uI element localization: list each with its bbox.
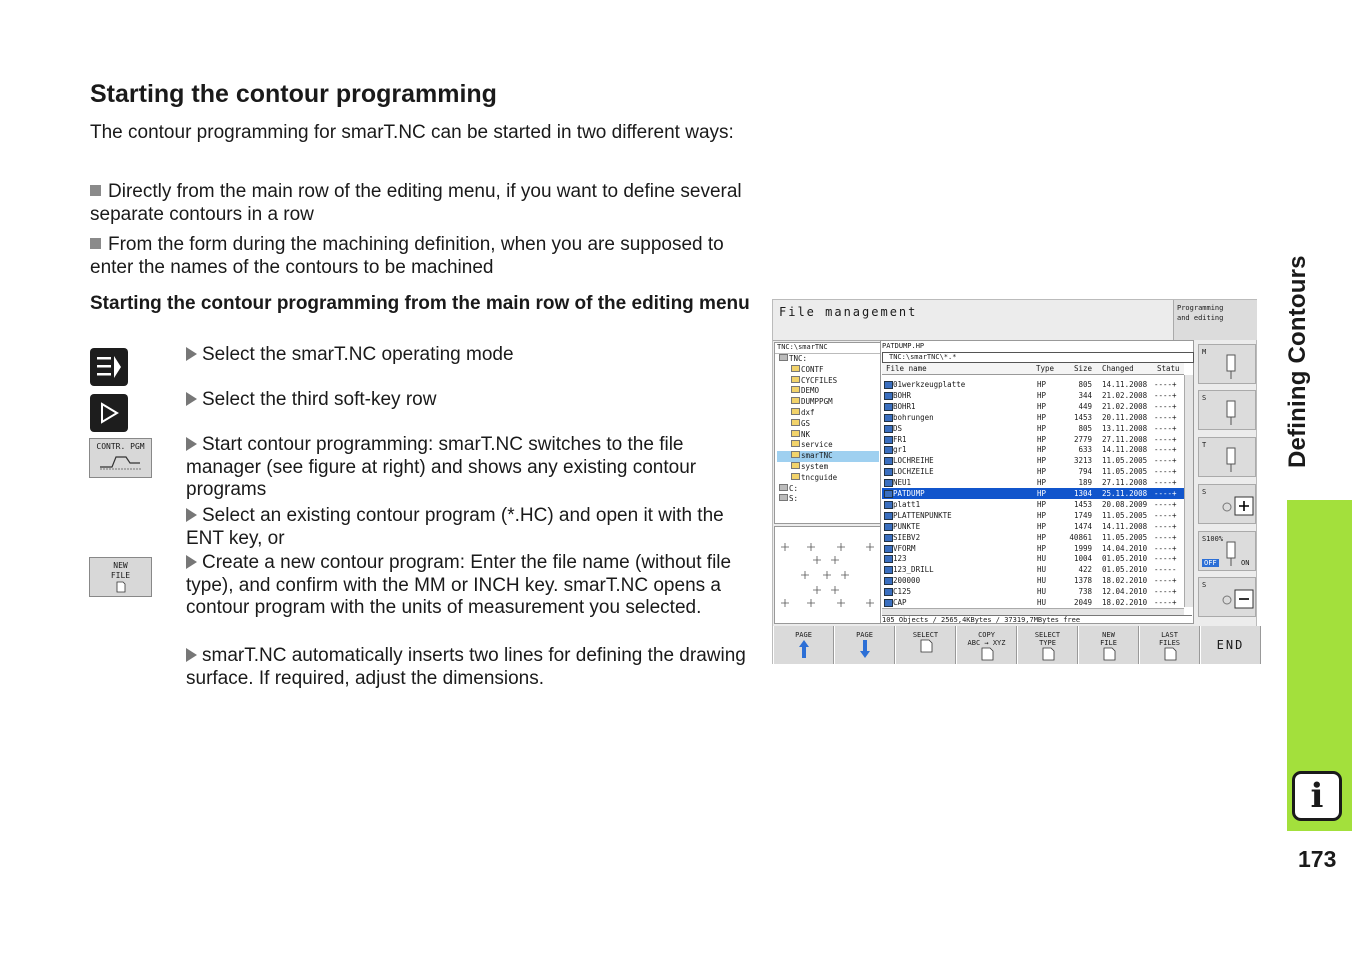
file-status: ----+ [1154,445,1177,455]
tree-item-label: DUMPPGM [801,397,833,407]
tree-path: TNC:\smarTNC [775,343,882,354]
softkey-label-2: ABC → XYZ [967,639,1006,647]
side-softkey-1[interactable] [1198,390,1256,430]
file-status: ----+ [1154,532,1177,542]
softkey-3[interactable] [956,626,1017,664]
file-type: HU [1037,565,1047,575]
info-icon: i [1292,771,1342,821]
program-file-icon [884,479,893,487]
arrow-bullet-icon [186,437,197,451]
up-arrow-icon [774,639,833,661]
spindle-tool-icon [1221,399,1241,429]
file-type: HU [1037,587,1047,597]
program-file-icon [884,414,893,422]
intro-paragraph: The contour programming for smarT.NC can be started in two different ways: [90,122,734,143]
file-size: 738 [1078,587,1092,597]
file-status: ----+ [1154,434,1177,444]
file-status: ----+ [1154,576,1177,586]
file-row[interactable] [882,575,1184,586]
folder-icon [791,440,800,447]
smarTNC-mode-key-icon [90,348,128,386]
hole-mark [801,571,809,579]
file-type: HU [1037,554,1047,564]
folder-icon [791,365,800,372]
file-changed: 18.02.2010 [1102,576,1148,586]
program-file-icon [884,381,893,389]
tree-item[interactable] [777,494,879,505]
file-status: ----+ [1154,499,1177,509]
minus-icon [1221,586,1255,616]
file-name: BOHR1 [893,401,916,411]
file-changed: 13.11.2008 [1102,423,1148,433]
directory-tree[interactable] [774,342,881,524]
file-row[interactable] [882,532,1184,543]
file-row[interactable] [882,488,1184,499]
tree-item[interactable] [777,440,879,451]
file-changed: 14.11.2008 [1102,445,1148,455]
tree-item-label: tncguide [801,472,838,482]
hole-mark [841,571,849,579]
copy-icon [957,647,1016,663]
file-type: HU [1037,576,1047,586]
program-file-icon [884,534,893,542]
file-size: 2049 [1073,598,1092,607]
file-status: ----+ [1154,598,1177,607]
folder-icon [791,430,800,437]
file-status: ----+ [1154,456,1177,466]
hole-mark [831,556,839,564]
hole-mark [837,599,845,607]
file-changed: 27.11.2008 [1102,478,1148,488]
file-row[interactable] [882,564,1184,575]
arrow-bullet-icon [186,392,197,406]
file-changed: 11.05.2005 [1102,456,1148,466]
program-file-icon [884,555,893,563]
file-changed: 18.02.2010 [1102,598,1148,607]
file-row[interactable] [882,379,1184,390]
file-status: ----+ [1154,412,1177,422]
file-changed: 11.05.2005 [1102,532,1148,542]
folder-icon [791,419,800,426]
file-status: ----+ [1154,554,1177,564]
file-size: 1304 [1073,489,1092,498]
file-status: ----+ [1154,543,1177,553]
tree-item-label: S: [789,494,799,504]
folder-icon [791,376,800,383]
page-number: 173 [1298,846,1337,872]
file-changed: 11.05.2005 [1102,467,1148,477]
file-changed: 21.02.2008 [1102,390,1148,400]
file-changed: 20.08.2009 [1102,499,1148,509]
softkey-label: LAST [1161,631,1178,639]
tree-item[interactable] [777,462,879,473]
chapter-tab-label: Defining Contours [1284,255,1311,468]
bullet-item: Directly from the main row of the editing menu, if you want to define several separate contours in a row [90,181,742,225]
side-softkey-label: S [1202,394,1207,402]
file-manager-screen [772,299,1257,664]
file-changed: 14.11.2008 [1102,380,1148,389]
file-type: HP [1037,489,1047,498]
file-name: FR1 [893,434,907,444]
softkey-2[interactable] [895,626,956,664]
mode-indicator: Programming and editing [1173,300,1257,340]
side-softkey-2[interactable] [1198,437,1256,477]
file-size: 2779 [1073,434,1092,444]
tree-item-label: system [801,461,829,471]
file-row[interactable] [882,434,1184,445]
folder-icon [791,451,800,458]
screen-title: File management [779,305,918,319]
softkey-4[interactable] [1017,626,1078,664]
plus-icon [1221,493,1255,523]
col-size[interactable]: Size [1074,364,1093,373]
folder-icon [791,397,800,404]
program-file-icon [884,599,893,607]
file-changed: 01.05.2010 [1102,554,1148,564]
file-type: HP [1037,380,1047,389]
file-row[interactable] [882,553,1184,564]
hole-pattern-preview-icon [775,527,880,623]
tree-item[interactable] [777,386,879,397]
softkey-7[interactable] [1200,626,1261,664]
softkey-label: COPY [978,631,995,639]
softkey-label: SELECT [1034,631,1061,639]
file-status: ----- [1154,565,1177,575]
file-name: 01werkzeugplatte [893,380,966,389]
file-type: HU [1037,598,1047,607]
hole-mark [807,543,815,551]
tree-item[interactable] [777,354,879,365]
file-type: HP [1037,543,1047,553]
file-size: 1474 [1073,521,1092,531]
softkey-label: SELECT [912,631,939,639]
side-softkey-4[interactable] [1198,531,1256,571]
tree-item[interactable] [777,430,879,441]
file-name: PATDUMP [893,489,925,498]
vertical-scrollbar[interactable] [1184,375,1193,607]
file-name: VFORM [893,543,916,553]
drive-icon [779,484,788,491]
hole-mark [813,586,821,594]
file-row[interactable] [882,412,1184,423]
folder-icon [791,462,800,469]
softkey-0[interactable] [773,626,834,664]
side-softkey-label: S100% [1202,535,1224,543]
softkey-1[interactable] [834,626,895,664]
file-type: HP [1037,510,1047,520]
tree-item-label: GS [801,418,811,428]
file-type: HP [1037,467,1047,477]
tree-item[interactable] [777,376,879,387]
hole-mark [866,543,874,551]
file-type: HP [1037,434,1047,444]
file-status: ----+ [1154,587,1177,597]
softkey-6[interactable] [1139,626,1200,664]
tree-item-label: C: [789,483,799,493]
hole-mark [781,543,789,551]
file-status: ----+ [1154,467,1177,477]
file-size: 805 [1078,380,1092,389]
file-name: 123 [893,554,907,564]
file-row[interactable] [882,390,1184,401]
file-size: 805 [1078,423,1092,433]
col-type[interactable]: Type [1036,364,1055,373]
file-name: PUNKTE [893,521,921,531]
file-changed: 14.11.2008 [1102,521,1148,531]
program-file-icon [884,490,893,498]
tree-item[interactable] [777,365,879,376]
hole-mark [781,599,789,607]
file-name: bohrungen [893,412,934,422]
file-status: ----+ [1154,380,1177,389]
side-softkey-label: M [1202,348,1207,356]
file-size: 1378 [1073,576,1092,586]
file-size: 794 [1078,467,1092,477]
file-size: 189 [1078,478,1092,488]
file-row[interactable] [882,444,1184,455]
file-size: 3213 [1073,456,1092,466]
tree-item-label: service [801,440,833,450]
program-file-icon [884,588,893,596]
type-icon [1018,647,1077,663]
file-type: HP [1037,423,1047,433]
hole-mark [837,543,845,551]
file-changed: 01.05.2010 [1102,565,1148,575]
file-name: LOCHZEILE [893,467,934,477]
file-size: 344 [1078,390,1092,400]
tree-item[interactable] [777,473,879,484]
tree-item-label: NK [801,429,811,439]
side-softkey-label: T [1202,441,1207,449]
side-softkey-3[interactable] [1198,484,1256,524]
current-file: PATDUMP.HP [882,342,925,350]
select-file-icon [896,639,955,655]
spindle-tool-icon [1221,540,1241,570]
tree-item[interactable] [777,419,879,430]
hole-mark [823,571,831,579]
tree-item[interactable] [777,484,879,495]
tree-item-label: DEMO [801,386,820,396]
square-bullet-icon [90,185,101,196]
down-arrow-icon [835,639,894,661]
program-file-icon [884,523,893,531]
hole-mark [831,586,839,594]
tree-item-label: dxf [801,407,815,417]
file-row[interactable] [882,401,1184,412]
step-item: smarT.NC automatically inserts two lines for defining the drawing surface. If required, adjust the dimensions. [186,645,746,689]
col-status[interactable]: Statu [1157,364,1180,373]
softkey-label: END [1216,638,1245,652]
file-row[interactable] [882,499,1184,510]
arrow-bullet-icon [186,555,197,569]
program-file-icon [884,457,893,465]
file-name: CAP [893,598,907,607]
softkey-row-key-icon [90,394,128,432]
file-type: HP [1037,401,1047,411]
on-label: ON [1241,559,1250,567]
softkey-5[interactable] [1078,626,1139,664]
file-name: 123_DRILL [893,565,934,575]
file-name: NEU1 [893,478,912,488]
screen-header [773,300,1173,341]
softkey-label: NEW [1102,631,1115,639]
status-bar: 105 Objects / 2565,4KBytes / 37319,7MBytes free [882,615,1192,625]
file-changed: 25.11.2008 [1102,489,1148,498]
file-size: 1004 [1073,554,1092,564]
file-type: HP [1037,478,1047,488]
file-row[interactable] [882,597,1184,607]
file-changed: 12.04.2010 [1102,587,1148,597]
filter-field[interactable]: TNC:\smarTNC\*.* [882,352,1194,363]
file-name: C125 [893,587,912,597]
file-icon [115,581,127,593]
tree-item-label: CONTF [801,364,824,374]
hole-mark [866,599,874,607]
file-row[interactable] [882,586,1184,597]
tree-item-label: TNC: [789,354,808,363]
file-preview [774,526,881,624]
program-file-icon [884,566,893,574]
square-bullet-icon [90,238,101,249]
tree-item-label: smarTNC [801,451,833,461]
drive-icon [779,354,788,361]
file-row[interactable] [882,477,1184,488]
file-row[interactable] [882,455,1184,466]
arrow-bullet-icon [186,347,197,361]
arrow-bullet-icon [186,508,197,522]
col-changed[interactable]: Changed [1102,364,1134,373]
file-size: 422 [1078,565,1092,575]
contour-program-softkey: CONTR. PGM [89,438,152,478]
page-title: Starting the contour programming [90,80,497,108]
new-file-icon [1079,647,1138,663]
file-size: 633 [1078,445,1092,455]
file-list-panel [880,340,1194,624]
spindle-tool-icon [1221,446,1241,476]
step-item: Select the smarT.NC operating mode [186,344,746,367]
file-name: 200000 [893,576,921,586]
file-size: 1453 [1073,412,1092,422]
tree-item-label: CYCFILES [801,375,838,385]
file-status: ----+ [1154,510,1177,520]
file-size: 1749 [1073,510,1092,520]
file-row[interactable] [882,521,1184,532]
file-size: 40861 [1069,532,1092,542]
folder-icon [791,408,800,415]
program-file-icon [884,446,893,454]
softkey-label-2: FILE [1100,639,1117,647]
softkey-label: PAGE [856,631,873,639]
file-changed: 20.11.2008 [1102,412,1148,422]
hole-mark [807,599,815,607]
program-file-icon [884,545,893,553]
file-type: HP [1037,456,1047,466]
file-changed: 11.05.2005 [1102,510,1148,520]
file-type: HP [1037,390,1047,400]
step-item: Select an existing contour program (*.HC) and open it with the ENT key, or [186,505,724,549]
section-subheading: Starting the contour programming from the main row of the editing menu [90,293,750,314]
file-type: HP [1037,499,1047,509]
program-file-icon [884,425,893,433]
step-item: Create a new contour program: Enter the file name (without file type), and confirm with the MM or INCH key. smarT.NC opens a contour program with the units of measurement you selected. [186,552,732,618]
file-type: HP [1037,521,1047,531]
side-softkey-label: S [1202,488,1207,496]
file-name: LOCHREIHE [893,456,934,466]
file-type: HP [1037,412,1047,422]
file-status: ----+ [1154,401,1177,411]
file-size: 1453 [1073,499,1092,509]
col-file-name[interactable]: File name [886,364,927,373]
program-file-icon [884,577,893,585]
file-size: 1999 [1073,543,1092,553]
side-softkey-5[interactable] [1198,577,1256,617]
file-status: ----+ [1154,390,1177,400]
file-status: ----+ [1154,489,1177,498]
spindle-tool-icon [1221,353,1241,383]
tree-item[interactable] [777,451,879,462]
side-softkey-0[interactable] [1198,344,1256,384]
folder-icon [791,473,800,480]
file-name: PLATTENPUNKTE [893,510,952,520]
file-status: ----+ [1154,478,1177,488]
file-changed: 27.11.2008 [1102,434,1148,444]
softkey-label: PAGE [795,631,812,639]
program-file-icon [884,403,893,411]
file-status: ----+ [1154,423,1177,433]
file-row[interactable] [882,510,1184,521]
folder-icon [791,386,800,393]
bullet-item: From the form during the machining definition, when you are supposed to enter the names of the contours to be machined [90,234,724,278]
step-item: Start contour programming: smarT.NC switches to the file manager (see figure at right) and shows any existing contour programs [186,434,697,500]
softkey-label-2: TYPE [1039,639,1056,647]
softkey-label-2: FILES [1158,639,1181,647]
step-item: Select the third soft-key row [186,389,746,412]
side-softkey-label: S [1202,581,1207,589]
file-name: gr1 [893,445,907,455]
off-label: OFF [1204,559,1217,567]
file-status: ----+ [1154,521,1177,531]
hole-mark [813,556,821,564]
program-file-icon [884,501,893,509]
files-icon [1140,647,1199,663]
tree-item[interactable] [777,408,879,419]
arrow-bullet-icon [186,648,197,662]
file-name: BOHR [893,390,912,400]
file-name: SIEBV2 [893,532,921,542]
program-file-icon [884,392,893,400]
drive-icon [779,494,788,501]
file-row[interactable] [882,466,1184,477]
file-name: DS [893,423,903,433]
program-file-icon [884,512,893,520]
file-row[interactable] [882,423,1184,434]
tree-item[interactable] [777,397,879,408]
file-list-header [882,363,1184,375]
program-file-icon [884,436,893,444]
file-row[interactable] [882,543,1184,554]
file-name: platt1 [893,499,921,509]
file-size: 449 [1078,401,1092,411]
contour-icon [96,451,146,471]
file-changed: 21.02.2008 [1102,401,1148,411]
new-file-softkey: NEW FILE [89,557,152,597]
file-type: HP [1037,445,1047,455]
file-changed: 14.04.2010 [1102,543,1148,553]
file-type: HP [1037,532,1047,542]
program-file-icon [884,468,893,476]
